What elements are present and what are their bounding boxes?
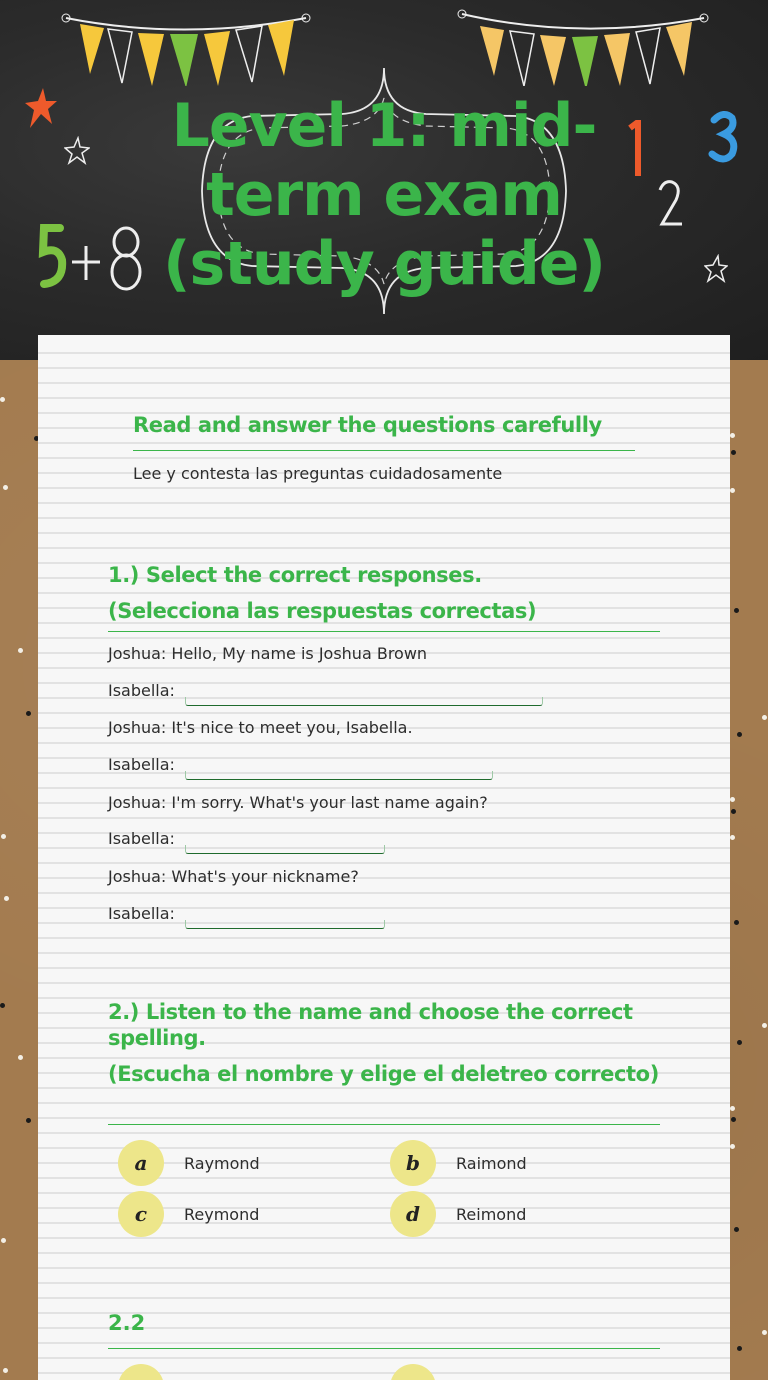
- question-1-title-es: (Selecciona las respuestas correctas): [108, 599, 537, 623]
- question-1-title-en: 1.) Select the correct responses.: [108, 563, 482, 587]
- pin-dot: [731, 450, 736, 455]
- option-d[interactable]: [390, 1191, 526, 1237]
- dialogue-line-joshua: Joshua: Hello, My name is Joshua Brown: [108, 644, 428, 663]
- option-label: Raymond: [184, 1153, 260, 1173]
- option-letter-bubble: c: [118, 1191, 164, 1237]
- answer-dropdown-1[interactable]: [185, 697, 543, 706]
- pin-dot: [3, 485, 8, 490]
- option-letter-bubble: b: [390, 1140, 436, 1186]
- question-2-title: [108, 999, 668, 1087]
- dialogue-line-joshua: Joshua: What's your nickname?: [108, 867, 359, 886]
- option-c[interactable]: [118, 1191, 259, 1237]
- option-label: Raimond: [456, 1153, 527, 1173]
- pin-dot: [730, 835, 735, 840]
- pin-dot: [762, 715, 767, 720]
- question-1-divider: [108, 631, 660, 632]
- option-letter-bubble: d: [390, 1191, 436, 1237]
- star-outline-right-icon: [704, 254, 728, 284]
- pin-dot: [0, 1003, 5, 1008]
- dialogue-line-joshua: Joshua: I'm sorry. What's your last name again?: [108, 793, 488, 812]
- option-letter-bubble: [390, 1364, 436, 1380]
- pin-dot: [731, 1117, 736, 1122]
- star-orange-icon: [24, 86, 58, 130]
- pin-dot: [0, 397, 5, 402]
- question-2-divider: [108, 1124, 660, 1125]
- pin-dot: [18, 648, 23, 653]
- dialogue-line-joshua: Joshua: It's nice to meet you, Isabella.: [108, 718, 413, 737]
- option-letter-bubble: [118, 1364, 164, 1380]
- pin-dot: [730, 1144, 735, 1149]
- pin-dot: [734, 920, 739, 925]
- pin-dot: [730, 433, 735, 438]
- pin-dot: [4, 896, 9, 901]
- answer-dropdown-4[interactable]: [185, 920, 385, 929]
- pin-dot: [26, 711, 31, 716]
- pin-dot: [1, 834, 6, 839]
- intro-divider: [133, 450, 635, 451]
- answer-dropdown-2[interactable]: [185, 771, 493, 780]
- answer-dropdown-3[interactable]: [185, 845, 385, 854]
- option-label: Reymond: [184, 1204, 260, 1224]
- number-3-icon: [708, 110, 740, 164]
- worksheet-paper: [38, 335, 730, 1380]
- option-partial-b[interactable]: [390, 1364, 436, 1380]
- question-2-title-es: (Escucha el nombre y elige el deletreo correcto): [108, 1062, 659, 1086]
- pin-dot: [737, 1346, 742, 1351]
- option-a[interactable]: [118, 1140, 260, 1186]
- dialogue-label-isabella: Isabella:: [108, 755, 175, 774]
- page-title: Level 1: mid-term exam (study guide): [163, 91, 605, 299]
- option-label: Reimond: [456, 1204, 527, 1224]
- dialogue-label-isabella: Isabella:: [108, 829, 175, 848]
- chalkboard-header: [0, 0, 768, 360]
- star-outline-icon: [64, 136, 90, 166]
- pin-dot: [730, 488, 735, 493]
- pin-dot: [737, 1040, 742, 1045]
- pin-dot: [762, 1330, 767, 1335]
- pin-dot: [730, 1106, 735, 1111]
- pin-dot: [731, 809, 736, 814]
- pin-dot: [3, 1368, 8, 1373]
- option-b[interactable]: [390, 1140, 527, 1186]
- pin-dot: [762, 1023, 767, 1028]
- pin-dot: [26, 1118, 31, 1123]
- number-2-icon: [656, 178, 684, 230]
- option-letter-bubble: a: [118, 1140, 164, 1186]
- pin-dot: [734, 608, 739, 613]
- pin-dot: [1, 1238, 6, 1243]
- question-2-2-divider: [108, 1348, 660, 1349]
- intro-subtitle: Lee y contesta las preguntas cuidadosamente: [133, 464, 503, 483]
- dialogue-label-isabella: Isabella:: [108, 681, 175, 700]
- pin-dot: [734, 1227, 739, 1232]
- title-container: [110, 92, 658, 299]
- question-2-2-title: 2.2: [108, 1311, 146, 1335]
- question-2-title-en: 2.) Listen to the name and choose the correct spelling.: [108, 1000, 633, 1050]
- question-1-title: [108, 557, 536, 629]
- pin-dot: [18, 1055, 23, 1060]
- option-partial-a[interactable]: [118, 1364, 164, 1380]
- dialogue-label-isabella: Isabella:: [108, 904, 175, 923]
- intro-title: Read and answer the questions carefully: [133, 413, 602, 437]
- pin-dot: [730, 797, 735, 802]
- pin-dot: [737, 732, 742, 737]
